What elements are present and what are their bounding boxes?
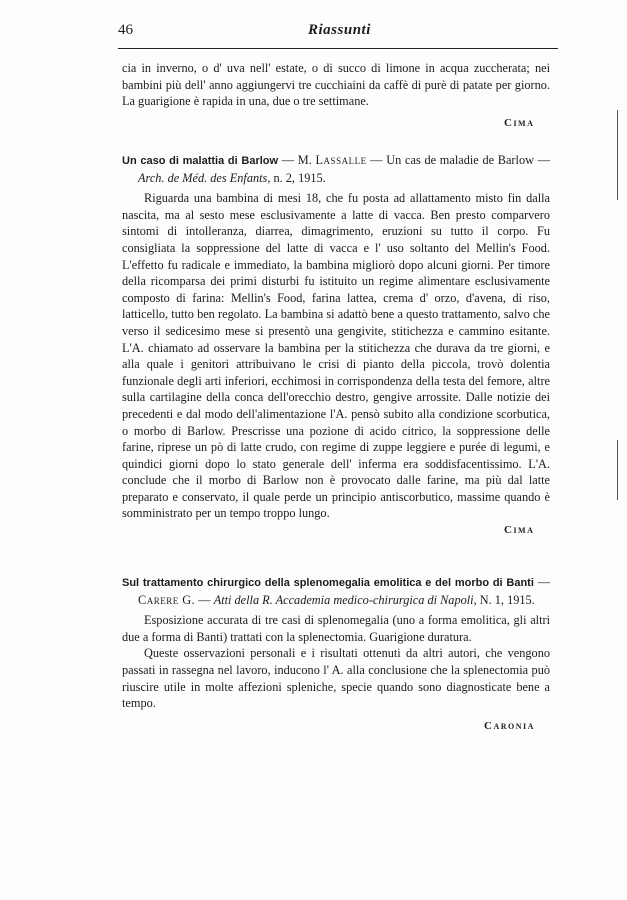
author: Carere G. (138, 592, 196, 607)
header-rule (118, 48, 558, 49)
article-title: Un caso di malattia di Barlow (122, 155, 279, 167)
abstract-body: Riguarda una bambina di mesi 18, che fu posta ad allattamento misto fin dalla nascita, ma al sesto mese esclusivamente a latte di vacca. Ben presto comparvero sintomi di intolleranza, diarrea, dimagrimento, eruzioni su tutto il corpo. Fu consigliata la soppressione del latte di vacca e l' uso soltanto del Mellin's Food. L'effetto fu radicale e immediato, la bambina migliorò dopo alcuni giorni. Per timore della ricomparsa dei primi disturbi fu istituito un regime alimentare esclusivamente composto di farina: Mellin's Food, farina lattea, crema d' orzo, d'avena, di riso, latticello, tutto ben regolato. La bambina si adattò bene a questo trattamento, salvo che verso il sedicesimo mese si presentò una gengivite, stitichezza e cammino esitante. L'A. chiamato ad osservare la bambina per la stitichezza che durava da tre giorni, e alla quale i genitori attribuivano le crisi di pianto della piccola, trovò dolentia funzionale degli arti inferiori, ecchimosi in corrispondenza della testa del femore, altre sulla cartilagine della conca dell'orecchio destro, gengive arrossite. Dalle notizie dei precedenti e dal modo dell'alimentazione l'A. pensò subito alla condizione scorbutica, o morbo di Barlow. Prescrisse una pozione di acido citrico, la soppressione delle farine, riprese un pò di latte crudo, con regime di zuppe leggiere e purée di legumi, e quindici giorni dopo lo stato generale dell' inferma era soddisfacentissimo. L'A. conclude che il morbo di Barlow non è provocato dalle farine, ma più dal latte preparato e conservato, il quale perde un principio antiscorbutico, massime quando è somministrato per un tempo troppo lungo. (122, 191, 550, 521)
abstract-banti (122, 574, 550, 712)
article-title: Sul trattamento chirurgico della splenomegalia emolitica e del morbo di Banti (122, 577, 534, 589)
abstract-heading: Sul trattamento chirurgico della splenomegalia emolitica e del morbo di Banti — Carere G. — Atti della R. Accademia medico-chirurgica di Napoli, N. 1, 1915. (122, 575, 551, 607)
abstract-heading: Un caso di malattia di Barlow — M. Lassalle — Un cas de maladie de Barlow — Arch. de Méd. des Enfants, n. 2, 1915. (122, 153, 550, 185)
signature-caronia: Caronia (484, 720, 535, 732)
journal: Atti della R. Accademia medico-chirurgica di Napoli (213, 592, 474, 607)
journal: Arch. de Méd. des Enfants (138, 170, 268, 185)
scan-edge-mark (617, 440, 618, 500)
abstract-barlow (122, 152, 550, 522)
running-title: Riassunti (308, 22, 371, 38)
author: Lassalle (315, 153, 367, 167)
scan-edge-mark (617, 110, 618, 200)
signature-cima-1: Cima (504, 117, 535, 129)
page-number: 46 (118, 22, 133, 38)
abstract-paragraph: Esposizione accurata di tre casi di splenomegalia (uno a forma emolitica, gli altri due a forma di Banti) trattati con la splenectomia. Guarigione duratura. (122, 613, 550, 644)
running-header (118, 22, 558, 44)
signature-cima-2: Cima (504, 524, 535, 536)
abstract-paragraph: Queste osservazioni personali e i risultati ottenuti da altri autori, che vengono passati in rassegna nel lavoro, inducono l' A. alla conclusione che la splenectomia può riuscire utile in molte affezioni spleniche, specie quando sono diagnosticate bene a tempo. (122, 646, 550, 711)
continued-abstract (122, 60, 550, 110)
continued-paragraph: cia in inverno, o d' uva nell' estate, o di succo di limone in acqua zuccherata; nei bambini più dell' anno aggiungervi tre cucchiaini da caffè di purè di patate per giorno. La guarigione è rapida in una, due o tre settimane. (122, 61, 550, 109)
